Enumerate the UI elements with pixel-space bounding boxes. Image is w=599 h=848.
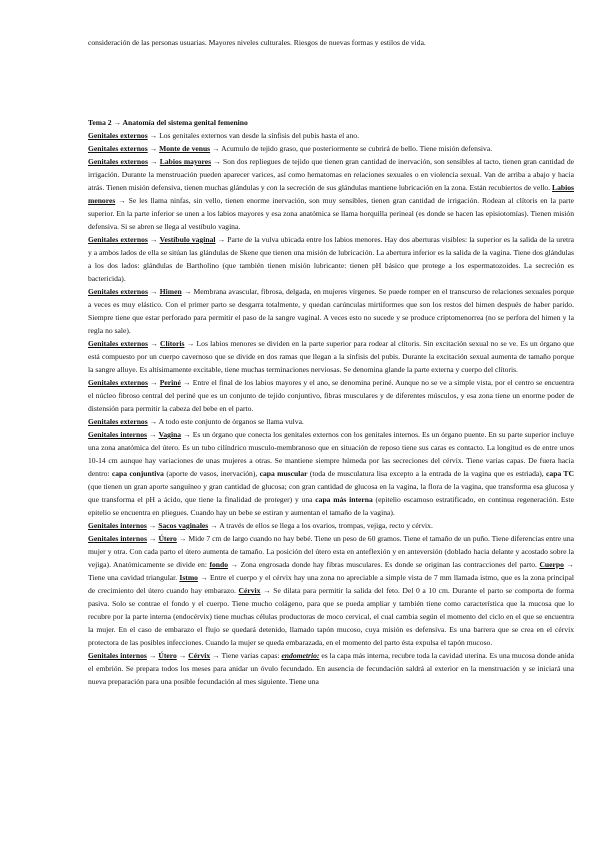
body-text: Son dos repliegues de tejido que tienen gran cantidad de inervación, son sensibles al tacto, tienen gran cantidad de irrigación. Durante la menstruación pueden aparecer varices, así como hematomas en relaciones sexuales o en violencia sexual. Van de arriba a abajo y hacia atrás. Tienen misión defensiva, tienen muchas glándulas y con la secreción de sus glándulas mantiene lubricación en la zona. Están recubiertos de vello. bbox=[88, 157, 574, 192]
body-text: A través de ellos se llega a los ovarios, trompas, vejiga, recto y cérvix. bbox=[217, 521, 433, 530]
subheading: Útero bbox=[158, 651, 177, 660]
term: Cérvix bbox=[238, 586, 261, 595]
body-text: Es un órgano que conecta los genitales externos con los genitales internos. Es un órgano puente. En su parte superior incluye una zona anatómica del útero. Es un tubo cilíndrico musculo-membranoso que en situación de reposo tiene sus caras es contacto. La longitud es de entre unos 10-14 cm aunque hay variaciones de unas mujeres a otras. Se mantiene siempre húmeda por las secreciones del cérvix. Tiene varias capas. De fuera hacia dentro: bbox=[88, 430, 574, 478]
body-text: (que tienen un gran aporte sanguíneo y gran cantidad de glucosa; con gran cantidad de glucosa en la vagina, la flora de la vagina, que transforma esa glucosa y que transforma el pH a ácido, que tiene la finalidad de proteger) y una bbox=[88, 482, 574, 504]
arrow: → bbox=[213, 157, 221, 166]
arrow: → bbox=[566, 560, 574, 569]
subheading: Himen bbox=[159, 287, 182, 296]
arrow: → bbox=[183, 378, 191, 387]
arrow: → bbox=[148, 651, 157, 660]
arrow: → bbox=[150, 378, 158, 387]
arrow: → bbox=[150, 157, 158, 166]
heading: Genitales externos bbox=[88, 287, 148, 296]
body-text: Tiene una cavidad triangular. bbox=[88, 573, 180, 582]
arrow: → bbox=[150, 339, 158, 348]
arrow: → bbox=[150, 287, 158, 296]
heading: Genitales internos bbox=[88, 430, 147, 439]
arrow: → bbox=[148, 430, 157, 439]
arrow: → bbox=[212, 144, 220, 153]
paragraph-utero bbox=[88, 532, 574, 649]
paragraph-himen bbox=[88, 285, 574, 337]
heading: Genitales externos bbox=[88, 235, 148, 244]
subheading: Periné bbox=[159, 378, 181, 387]
heading: Genitales externos bbox=[88, 378, 148, 387]
body-text: Se dilata para permitir la salida del feto. Del 0 a 10 cm. Durante el parto se comporta de forma pasiva. Solo se contrae el fondo y el cuerpo. Tiene mucho colágeno, para que se pueda ampliar y también tiene como característica que la mucosa que lo recubre por la parte interna (endocérvix) tiene muchas células productoras de moco cervical, el cual cambia según el momento del ciclo en el que se encuentra la mujer. En el caso de embarazo el flujo se quedará detenido, llamado tapón mucoso, cuya misión es defensiva. Es una barrera que se crea en el cérvix protectora de las posibles infecciones. Cuando la mujer se queda embarazada, en el momento del parto ésta expulsa el tapón mucoso. bbox=[88, 586, 574, 647]
arrow: → bbox=[149, 235, 158, 244]
term: endometrio: bbox=[281, 651, 320, 660]
paragraph-genitales-externos bbox=[88, 129, 574, 142]
body-text: Acumulo de tejido graso, que posteriormente se cubrirá de bello. Tiene misión defensiva. bbox=[219, 144, 493, 153]
arrow: → bbox=[230, 560, 239, 569]
subheading: Labios menores bbox=[88, 183, 574, 205]
intro-line: consideración de las personas usuarias. Mayores niveles culturales. Riesgos de nuevas formas y estilos de vida. bbox=[88, 38, 426, 47]
arrow: → bbox=[148, 534, 157, 543]
body-text: es la capa más interna, recubre toda la cavidad uterina. Es una mucosa donde anida el embrión. Se prepara todos los meses para anidar un óvulo fecundado. En ausencia de fecundación saldrá al exterior en la menstruación y se iniciará una nueva preparación para una posible fecundación al mes siguiente. Tiene una bbox=[88, 651, 574, 686]
term: capa TC bbox=[546, 469, 574, 478]
arrow: → bbox=[149, 417, 158, 426]
heading: Genitales externos bbox=[88, 339, 148, 348]
body-text: (toda de musculatura lisa excepto a la entrada de la vagina que es estriada), bbox=[307, 469, 547, 478]
subheading: Labios mayores bbox=[159, 157, 212, 166]
subheading: Clítoris bbox=[160, 339, 185, 348]
subheading: Monte de venus bbox=[159, 144, 211, 153]
paragraph-sacos-vaginales bbox=[88, 519, 574, 532]
term: fondo bbox=[209, 560, 229, 569]
term: capa muscular bbox=[259, 469, 308, 478]
heading: Genitales internos bbox=[88, 534, 147, 543]
body-text: Se les llama ninfas, sin vello, tienen enorme inervación, son muy sensibles, tienen gran cantidad de irrigación. Rodean al clítoris en la parte superior. En la parte inferior se unen a los labios mayores y esa zona anatómica se llama horquilla perineal (es donde se hacen las episiotomías). Tienen misión defensiva. Si se abren se llega al vestíbulo vagina. bbox=[88, 196, 574, 231]
subheading: Vagina bbox=[158, 430, 182, 439]
body-text: A todo este conjunto de órganos se llama vulva. bbox=[157, 417, 304, 426]
arrow: → bbox=[148, 521, 157, 530]
body-text: Entre el cuerpo y el cérvix hay una zona no apreciable a simple vista de 7 mm llamada istmo, que es la zona principal de crecimiento del útero cuando hay embarazo. bbox=[88, 573, 574, 595]
body-text: Los labios menores se dividen en la parte superior para rodear al clítoris. Sin excitación sexual no se ve. Es un órgano que está compuesto por un cuerpo cavernoso que se divide en dos ramas que llegan a la sínfisis del pubis. Durante la excitación sexual aumenta de tamaño porque la sangre alluye. Es altísimamente excitable, tiene muchas terminaciones nerviosas. Se denomina glande la parte externa y cuerpo del clítoris. bbox=[88, 339, 574, 374]
arrow: → bbox=[212, 651, 220, 660]
subheading: Vestíbulo vaginal bbox=[159, 235, 216, 244]
arrow: → bbox=[178, 534, 187, 543]
heading: Genitales internos bbox=[88, 521, 147, 530]
heading: Genitales externos bbox=[88, 157, 148, 166]
arrow: → bbox=[183, 430, 191, 439]
body-text: Zona engrosada donde hay fibras musculares. Es donde se originan las contracciones del parto. bbox=[238, 560, 540, 569]
arrow: → bbox=[217, 235, 226, 244]
subheading: Útero bbox=[158, 534, 177, 543]
arrow: → bbox=[149, 131, 158, 140]
heading: Genitales externos bbox=[88, 131, 148, 140]
heading: Genitales externos bbox=[88, 144, 148, 153]
arrow: → bbox=[200, 573, 208, 582]
arrow: → bbox=[183, 287, 192, 296]
paragraph-monte-de-venus bbox=[88, 142, 574, 155]
term: capa conjuntiva bbox=[111, 469, 164, 478]
term: Istmo bbox=[179, 573, 198, 582]
paragraph-vulva bbox=[88, 415, 574, 428]
document-page bbox=[88, 36, 574, 688]
body-text: (aporte de vasos, inervación), bbox=[163, 469, 260, 478]
paragraph-clitoris bbox=[88, 337, 574, 376]
subheading: Cérvix bbox=[188, 651, 211, 660]
term: capa más interna bbox=[315, 495, 373, 504]
paragraph-labios bbox=[88, 155, 574, 233]
arrow: → bbox=[178, 651, 187, 660]
body-text: Parte de la vulva ubicada entre los labios menores. Hay dos aberturas visibles: la superior es la salida de la uretra y a ambos lados de ella se sitúan las glándulas de Skene que tienen una misión de lubricación. La abertura inferior es la salida de la vagina. Tiene dos glándulas a los dos lados: glándulas de Bartholino (que también tienen misión lubricante: tienen pH básico que protege a los espermatozoides. La secreción es bactericida). bbox=[88, 235, 575, 283]
body-text: (epitelio escamoso estratificado, en continua regeneración. Este epitelio se encuentra en pliegues. Cuando hay un bebe se estiran y aumentan el tamaño de la vagina). bbox=[88, 495, 574, 517]
body-text: Tiene varias capas: bbox=[219, 651, 282, 660]
body-text: Mide 7 cm de largo cuando no hay bebé. Tiene un peso de 60 gramos. Tiene el tamaño de un puño. Tiene diferencias entre una mujer y otra. Con cada parto el útero aumenta de tamaño. La posición del útero esta en anteflexión y en anteversión (doblado hacia delante y acostado sobre la vejiga). Anatómicamente se divide en: bbox=[88, 534, 575, 569]
body-text: Los genitales externos van desde la sínfisis del pubis hasta el ano. bbox=[157, 131, 360, 140]
arrow: → bbox=[118, 196, 126, 205]
subheading: Sacos vaginales bbox=[158, 521, 209, 530]
paragraph-vestibulo bbox=[88, 233, 574, 285]
paragraph-vagina bbox=[88, 428, 574, 519]
arrow: → bbox=[186, 339, 195, 348]
arrow: → bbox=[210, 521, 218, 530]
body-text: Membrana avascular, fibrosa, delgada, en mujeres vírgenes. Se puede romper en el transcurso de relaciones sexuales porque a veces es muy elástico. Con el primer parto se desgarra totalmente, y quedan carúnculas mirtiformes que son los restos del himen después de haber parido. Siempre tiene que estar perforado para permitir el paso de la sangre vaginal. A veces esto no sucede y se produce criptomenorrea (no se perfora del himen y la regla no sale). bbox=[88, 287, 574, 335]
section-title: Tema 2 → Anatomía del sistema genital femenino bbox=[88, 118, 248, 127]
heading: Genitales externos bbox=[88, 417, 148, 426]
paragraph-cervix bbox=[88, 649, 574, 688]
heading: Genitales internos bbox=[88, 651, 147, 660]
term: Cuerpo bbox=[539, 560, 564, 569]
body-text: Entre el final de los labios mayores y el ano, se denomina periné. Aunque no se ve a simple vista, por el centro se encuentra el núcleo fibroso central del periné que es un conjunto de tejido conjuntivo, fibras musculares y de diferentes músculos, y esa zona tiene un enorme poder de distensión para permitir la cabeza del bebe en el parto. bbox=[88, 378, 574, 413]
arrow: → bbox=[263, 586, 271, 595]
arrow: → bbox=[149, 144, 158, 153]
paragraph-perine bbox=[88, 376, 574, 415]
